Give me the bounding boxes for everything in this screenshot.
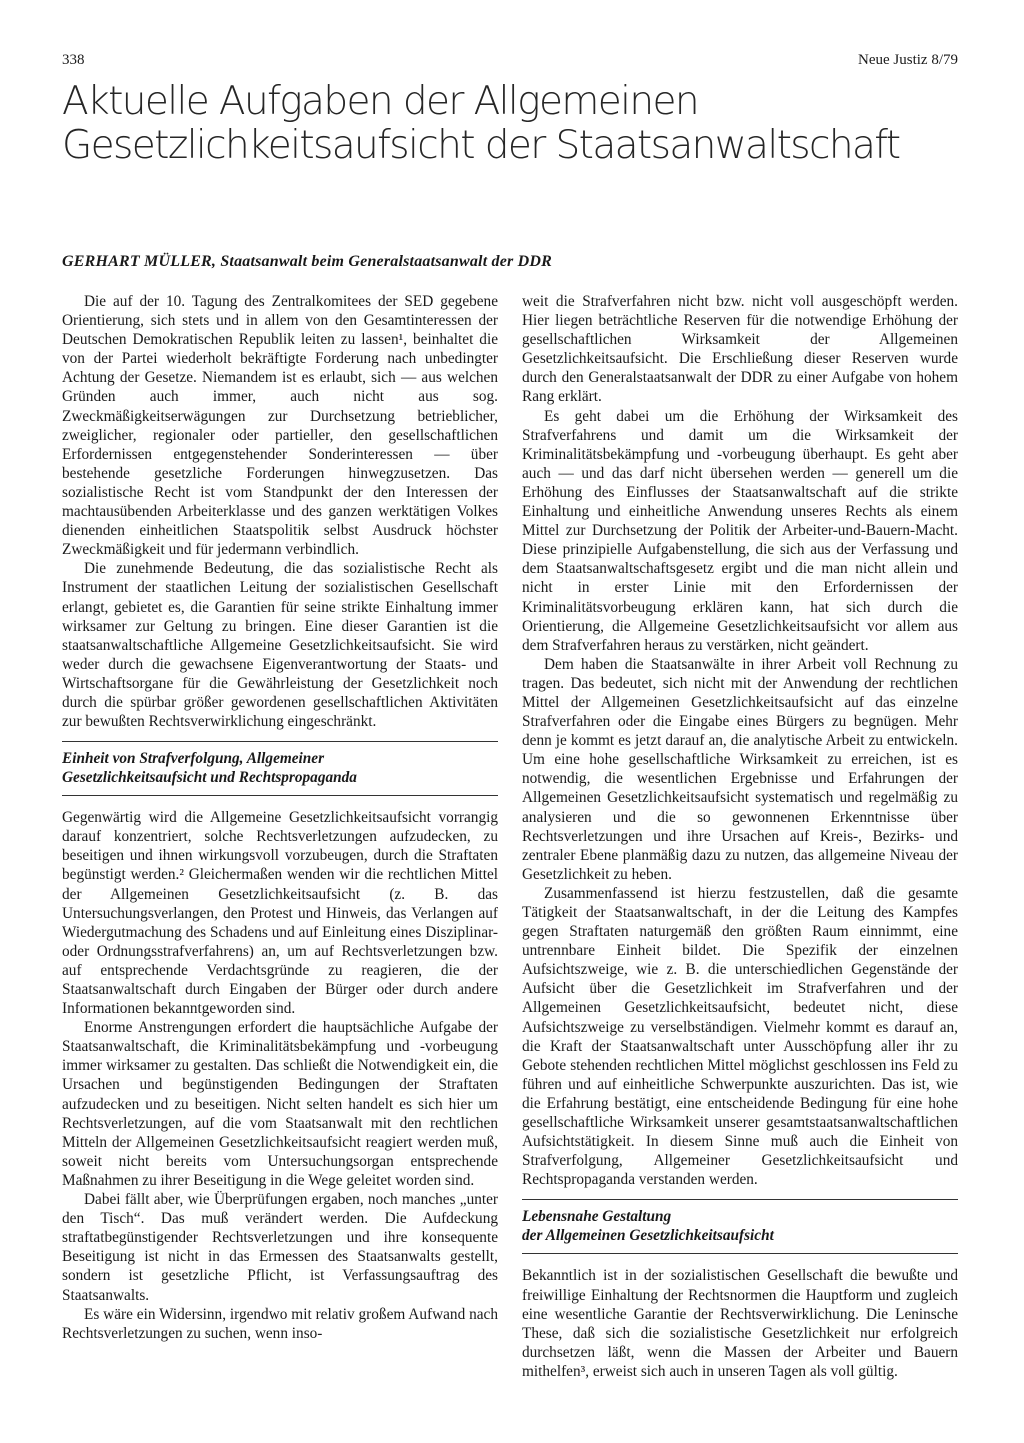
paragraph: weit die Strafverfahren nicht bzw. nicht voll ausgeschöpft werden. Hier liegen beträchtliche Reserven für die notwendige Erhöhung der gesellschaftlichen Wirksamkeit der Allgemeinen Gesetzlichkeitsaufsicht. Die Erschließung dieser Reserven wurde durch den Generalstaatsanwalt der DDR zu einer Aufgabe von hohem Rang erklärt. (522, 293, 958, 406)
article-byline: GERHART MÜLLER, Staatsanwalt beim Generalstaatsanwalt der DDR (62, 253, 553, 270)
paragraph: Enorme Anstrengungen erfordert die hauptsächliche Aufgabe der Staatsanwaltschaft, die Kriminalitätsbekämpfung und -vorbeugung immer wirksamer zu gestalten. Das schließt die Notwendigkeit ein, die Ursachen und begünstigenden Bedingungen der Straftaten aufzudecken und zu beseitigen. Nicht selten handelt es sich hier um Rechtsverletzungen, auf die vom Staatsanwalt mit den rechtlichen Mitteln der Allgemeinen Gesetzlichkeitsaufsicht reagiert werden muß, soweit nicht bereits vom Untersuchungsorgan entsprechende Maßnahmen zu ihrer Beseitigung in die Wege geleitet worden sind. (62, 1019, 498, 1189)
right-column (522, 292, 958, 1422)
paragraph: Die zunehmende Bedeutung, die das sozialistische Recht als Instrument der staatlichen Leitung der sozialistischen Gesellschaft erlangt, gebietet es, die Garantien für seine strikte Einhaltung immer wirksamer zur Geltung zu bringen. Eine dieser Garantien ist die staatsanwaltschaftliche Allgemeine Gesetzlichkeitsaufsicht. Sie wird weder durch die gewachsene Eigenverantwortung der Staats- und Wirtschaftsorgane für die Gewährleistung der Gesetzlichkeit noch durch die spürbar größer gewordenen gesellschaftlichen Aktivitäten zur bewußten Rechtsverwirklichung eingeschränkt. (62, 560, 498, 731)
journal-issue: Neue Justiz 8/79 (858, 52, 958, 68)
paragraph: Zusammenfassend ist hierzu festzustellen, daß die gesamte Tätigkeit der Staatsanwaltschaft, in der die Leitung des Kampfes gegen Straftaten naturgemäß den größten Raum einnimmt, eine untrennbare Einheit bildet. Die Spezifik der einzelnen Aufsichtszweige, wie z. B. die unterschiedlichen Gegenstände der Aufsicht über die Gesetzlichkeit im Strafverfahren und der Allgemeinen Gesetzlichkeitsaufsicht, bedeutet nicht, diese Aufsichtszweige zu verselbständigen. Vielmehr kommt es darauf an, die Kraft der Staatsanwaltschaft unter Ausschöpfung aller ihr zu Gebote stehenden rechtlichen Mittel möglichst geschlossen ins Feld zu führen und auf einheitliche Schwerpunkte auszurichten. Das ist, wie die Erfahrung bestätigt, eine entscheidende Bedingung für eine hohe gesellschaftliche Wirksamkeit unserer gesamtstaatsanwaltschaftlichen Aufsichtstätigkeit. In diesem Sinne muß auch die Einheit von Strafverfolgung, Allgemeiner Gesetzlichkeitsaufsicht und Rechtspropaganda verstanden werden. (522, 884, 958, 1189)
section-heading-unity (62, 741, 498, 796)
section-heading-line: Gesetzlichkeitsaufsicht und Rechtspropaganda (62, 769, 357, 787)
paragraph: Es wäre ein Widersinn, irgendwo mit relativ großem Aufwand nach Rechtsverletzungen zu suchen, wenn inso- (62, 1305, 498, 1342)
section-heading-line: der Allgemeinen Gesetzlichkeitsaufsicht (522, 1227, 774, 1245)
left-column (62, 292, 498, 1422)
paragraph: Bekanntlich ist in der sozialistischen Gesellschaft die bewußte und freiwillige Einhaltung der Rechtsnormen die Hauptform und zugleich eine wesentliche Garantie der Rechtsverwirklichung. Die Leninsche These, daß sich die sozialistische Gesetzlichkeit nur erfolgreich durchsetzen läßt, wenn die Massen der Arbeiter und Bauern mithelfen³, erweist sich auch in unseren Tagen als voll gültig. (522, 1267, 958, 1380)
paragraph: Dem haben die Staatsanwälte in ihrer Arbeit voll Rechnung zu tragen. Das bedeutet, sich nicht mit der Anwendung der rechtlichen Mittel der Allgemeinen Gesetzlichkeitsaufsicht auf das einzelne Strafverfahren oder die Eingabe eines Bürgers zu begnügen. Mehr denn je kommt es jetzt darauf an, die analytische Arbeit zu entwickeln. Um eine hohe gesellschaftliche Wirksamkeit zu erreichen, ist es notwendig, die wesentlichen Ergebnisse und Erfahrungen der Allgemeinen Gesetzlichkeitsaufsicht systematisch und regelmäßig zu analysieren und die so gewonnenen Erkenntnisse über Rechtsverletzungen und ihre Ursachen auf Kreis-, Bezirks- und zentraler Ebene planmäßig dazu zu nutzen, das allgemeine Niveau der Gesetzlichkeit zu heben. (522, 655, 958, 883)
paragraph: Die auf der 10. Tagung des Zentralkomitees der SED gegebene Orientierung, sich stets und in allem von den Gesamtinteressen der Deutschen Demokratischen Republik leiten zu lassen¹, beinhaltet die von der Partei wiederholt bekräftigte Forderung nach unbedingter Achtung der Gesetze. Niemandem ist es erlaubt, sich — aus welchen Gründen auch immer, auch nicht aus sog. Zweckmäßigkeitserwägungen zur Durchsetzung betrieblicher, zweiglicher, regionaler oder partieller, den gesellschaftlichen Erfordernissen entgegenstehender Sonderinteressen — über bestehende gesetzliche Forderungen hinwegzusetzen. Das sozialistische Recht ist vom Standpunkt der den Interessen der machtausübenden Arbeiterklasse und des ganzen werktätigen Volkes dienenden einheitlichen Staatspolitik selbst Ausdruck höchster Zweckmäßigkeit und für jedermann verbindlich. (62, 293, 498, 559)
paragraph: Gegenwärtig wird die Allgemeine Gesetzlichkeitsaufsicht vorrangig darauf konzentriert, solche Rechtsverletzungen aufzudecken, zu beseitigen und ihnen wirkungsvoll vorzubeugen, durch die Straftaten begünstigt werden.² Gleichermaßen wenden wir die rechtlichen Mittel der Allgemeinen Gesetzlichkeitsaufsicht (z. B. das Untersuchungsverlangen, den Protest und Hinweis, das Verlangen auf Wiedergutmachung des Schadens und auf Einleitung eines Disziplinar- oder Ordnungsstrafverfahrens) an, um auf Rechtsverletzungen bzw. auf entsprechende Verdachtsgründe zu reagieren, die der Staatsanwaltschaft durch Eingaben der Bürger oder durch andere Informationen bekanntgeworden sind. (62, 809, 498, 1018)
section-heading-line: Einheit von Strafverfolgung, Allgemeiner (62, 750, 325, 768)
section-heading-practical (522, 1199, 958, 1254)
paragraph: Dabei fällt aber, wie Überprüfungen ergaben, noch manches „unter den Tisch“. Das muß verändert werden. Die Aufdeckung straftatbegünstigender Rechtsverletzungen und ihre konsequente Beseitigung ist nicht in das Ermessen des Staatsanwalts gestellt, sondern ist gesetzliche Pflicht, ist Verfassungsauftrag des Staatsanwalts. (62, 1191, 498, 1304)
article-title: Aktuelle Aufgaben der Allgemeinen Gesetzlichkeitsaufsicht der Staatsanwaltschaft (62, 79, 900, 168)
page-number: 338 (62, 52, 85, 68)
paragraph: Es geht dabei um die Erhöhung der Wirksamkeit des Strafverfahrens und damit um die Wirksamkeit der Kriminalitätsbekämpfung und -vorbeugung überhaupt. Es geht aber auch — und das darf nicht übersehen werden — generell um die Erhöhung des Einflusses der Staatsanwaltschaft auf die strikte Einhaltung und einheitliche Anwendung unseres Rechts als einem Mittel zur Durchsetzung der Politik der Arbeiter-und-Bauern-Macht. Diese prinzipielle Aufgabenstellung, die sich aus der Verfassung und dem Staatsanwaltschaftsgesetz ergibt und die man nicht allein und nicht in erster Linie mit den Erfordernissen der Kriminalitätsvorbeugung erklären kann, hat sich durch die Orientierung, die Allgemeine Gesetzlichkeitsaufsicht vor allem aus dem Strafverfahren heraus zu verstärken, nicht geändert. (522, 407, 958, 654)
document-page (62, 52, 958, 1422)
section-heading-line: Lebensnahe Gestaltung (522, 1208, 672, 1226)
